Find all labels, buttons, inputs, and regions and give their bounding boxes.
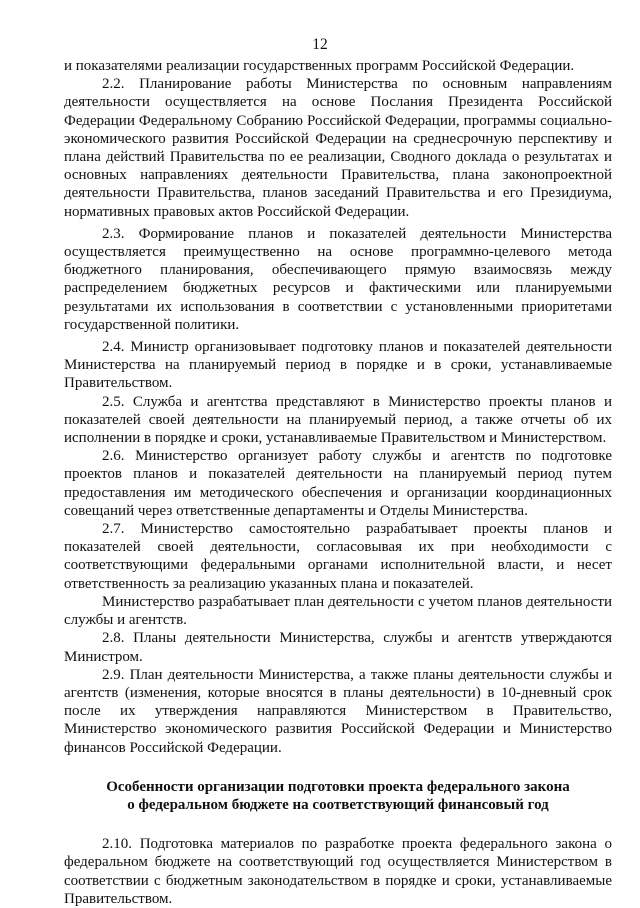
paragraph-2-4: 2.4. Министр организовывает подготовку планов и показателей деятельности Министерства на планируемый период в порядке и в сроки, устанавливаемые Правительством. bbox=[64, 339, 612, 392]
document-body bbox=[64, 57, 612, 908]
paragraph-2-7: 2.7. Министерство самостоятельно разрабатывает проекты планов и показателей своей деятельности, согласовывая их при необходимости с соответствующими федеральными органами исполнительной власти, и несет ответственность за реализацию указанных плана и показателей. bbox=[64, 521, 612, 592]
paragraph-continuation: и показателями реализации государственных программ Российской Федерации. bbox=[64, 58, 575, 74]
paragraph-2-9: 2.9. План деятельности Министерства, а также планы деятельности службы и агентств (изменения, которые вносятся в планы деятельности) в 10-дневный срок после их утверждения направляются Министерством в Правительство, Министерство экономического развития Российской Федерации и Министерство финансов Российской Федерации. bbox=[64, 666, 612, 756]
paragraph-2-10: 2.10. Подготовка материалов по разработке проекта федерального закона о федеральном бюджете на соответствующий год осуществляется Министерством в соответствии с бюджетным законодательством в порядке и сроки, устанавливаемые Правительством. bbox=[64, 836, 612, 907]
section-heading-line-2: о федеральном бюджете на соответствующий финансовый год bbox=[127, 796, 549, 813]
paragraph-ministry-plan: Министерство разрабатывает план деятельности с учетом планов деятельности службы и агентств. bbox=[64, 593, 612, 629]
paragraph-2-3: 2.3. Формирование планов и показателей деятельности Министерства осуществляется преимущественно на основе программно-целевого метода бюджетного планирования, обеспечивающего прямую взаимосвязь между распределением бюджетных ресурсов и фактическими или планируемыми результатами их использования в соответствии с установленными приоритетами государственной политики. bbox=[64, 225, 612, 333]
section-heading-line-1: Особенности организации подготовки проекта федерального закона bbox=[106, 778, 570, 795]
paragraph-2-8: 2.8. Планы деятельности Министерства, службы и агентств утверждаются Министром. bbox=[64, 630, 612, 665]
section-heading bbox=[64, 778, 612, 814]
paragraph-2-6: 2.6. Министерство организует работу службы и агентств по подготовке проектов планов и показателей деятельности на планируемый период путем предоставления им методического обеспечения и организации координационных совещаний через ответственные департаменты и Отделы Министерства. bbox=[64, 448, 612, 519]
paragraph-2-2: 2.2. Планирование работы Министерства по основным направлениям деятельности осуществляется на основе Послания Президента Российской Федерации Федеральному Собранию Российской Федерации, программы социально-экономического развития Российской Федерации на среднесрочную перспективу и плана действий Правительства по ее реализации, Сводного доклада о результатах и основных направлениях деятельности Правительства, плана законопроектной деятельности Правительства, планов заседаний Правительства и его Президиума, нормативных правовых актов Российской Федерации. bbox=[64, 76, 612, 220]
paragraph-2-5: 2.5. Служба и агентства представляют в Министерство проекты планов и показателей своей деятельности на планируемый период, а также отчеты об их исполнении в порядке и сроки, устанавливаемые Правительством и Министерством. bbox=[64, 393, 612, 447]
page-number: 12 bbox=[312, 36, 328, 53]
